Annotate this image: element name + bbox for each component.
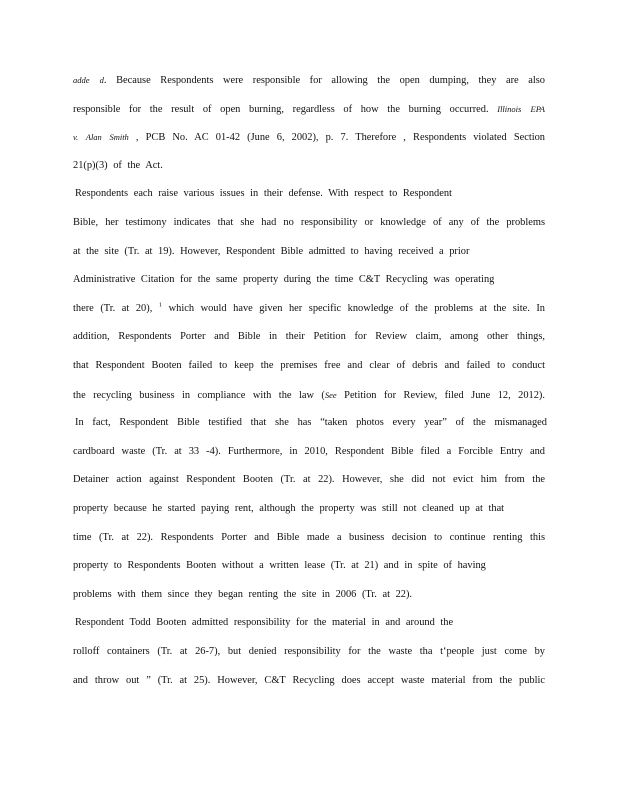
text-segment: Petition for Review, filed June 12, 2012). (336, 389, 545, 401)
text-segment: , PCB No. AC 01-42 (June 6, 2002), p. 7. Therefore , Respondents violated Section (128, 132, 545, 144)
text-segment: and throw out ” (Tr. at 25). However, C&T Recycling does accept waste material from the public (73, 674, 545, 686)
text-line (73, 300, 545, 318)
text-segment: Administrative Citation for the same property during the time C&T Recycling was operating (73, 274, 495, 286)
text-line (73, 443, 545, 461)
text-segment: rolloff containers (Tr. at 26-7), but denied responsibility for the waste tha t‘people just come by (73, 646, 545, 657)
text-segment: Bible, her testimony indicates that she had no responsibility or knowledge of any of the problems (73, 217, 545, 228)
text-segment: that Respondent Booten failed to keep the premises free and clear of debris and failed to conduct (73, 360, 545, 371)
text-segment: v. Alan Smith (73, 132, 129, 143)
text-line (73, 328, 545, 346)
text-segment: property to Respondents Booten without a written lease (Tr. at 21) and in spite of having (73, 560, 486, 572)
text-segment: Illinois EPA (497, 103, 545, 114)
text-line (73, 557, 545, 575)
text-segment: adde d (73, 75, 104, 85)
footnote-marker: 1 (158, 301, 163, 309)
text-line (73, 357, 545, 375)
text-line (73, 672, 545, 690)
text-line (73, 643, 545, 661)
text-segment: there (Tr. at 20), (73, 302, 159, 314)
text-line (73, 386, 545, 404)
text-segment: which would have given her specific knowledge of the problems at the site. In (162, 302, 545, 314)
text-line (73, 529, 545, 547)
text-segment: time (Tr. at 22). Respondents Porter and Bible made a business decision to continue renting this (73, 531, 545, 543)
text-line (73, 100, 545, 118)
text-segment: addition, Respondents Porter and Bible in their Petition for Review claim, among other things, (73, 331, 545, 343)
text-segment: cardboard waste (Tr. at 33 -4). Furthermore, in 2010, Respondent Bible filed a Forcible Entry and (73, 445, 545, 457)
text-line (73, 157, 545, 175)
text-line (73, 128, 545, 146)
text-line (73, 586, 545, 604)
text-line (73, 243, 545, 261)
text-segment: at the site (Tr. at 19). However, Respondent Bible admitted to having received a prior (73, 245, 470, 257)
text-segment: the recycling business in compliance with the law ( (73, 389, 325, 401)
text-segment: Detainer action against Respondent Booten (Tr. at 22). However, she did not evict him from the (73, 474, 545, 486)
text-line (73, 271, 545, 289)
text-line (75, 614, 547, 632)
text-segment: problems with them since they began renting the site in 2006 (Tr. at 22). (73, 588, 413, 600)
text-segment: Respondents each raise various issues in their defense. With respect to Respondent (75, 188, 452, 200)
text-line (73, 71, 545, 89)
text-segment: 21(p)(3) of the Act. (73, 159, 163, 171)
text-line (73, 471, 545, 489)
text-segment: See (324, 389, 337, 400)
text-segment: responsible for the result of open burning, regardless of how the burning occurred. (73, 103, 498, 115)
text-segment: In fact, Respondent Bible testified that she has “taken photos every year” of the mismanaged (75, 417, 547, 429)
text-line (75, 414, 547, 432)
text-segment: property because he started paying rent, although the property was still not cleaned up at that (73, 503, 505, 514)
text-segment: Respondent Todd Booten admitted responsibility for the material in and around the (75, 617, 454, 629)
text-line (73, 214, 545, 232)
text-line (75, 185, 547, 203)
text-segment: . Because Respondents were responsible for allowing the open dumping, they are also (103, 75, 545, 86)
text-line (73, 500, 545, 518)
